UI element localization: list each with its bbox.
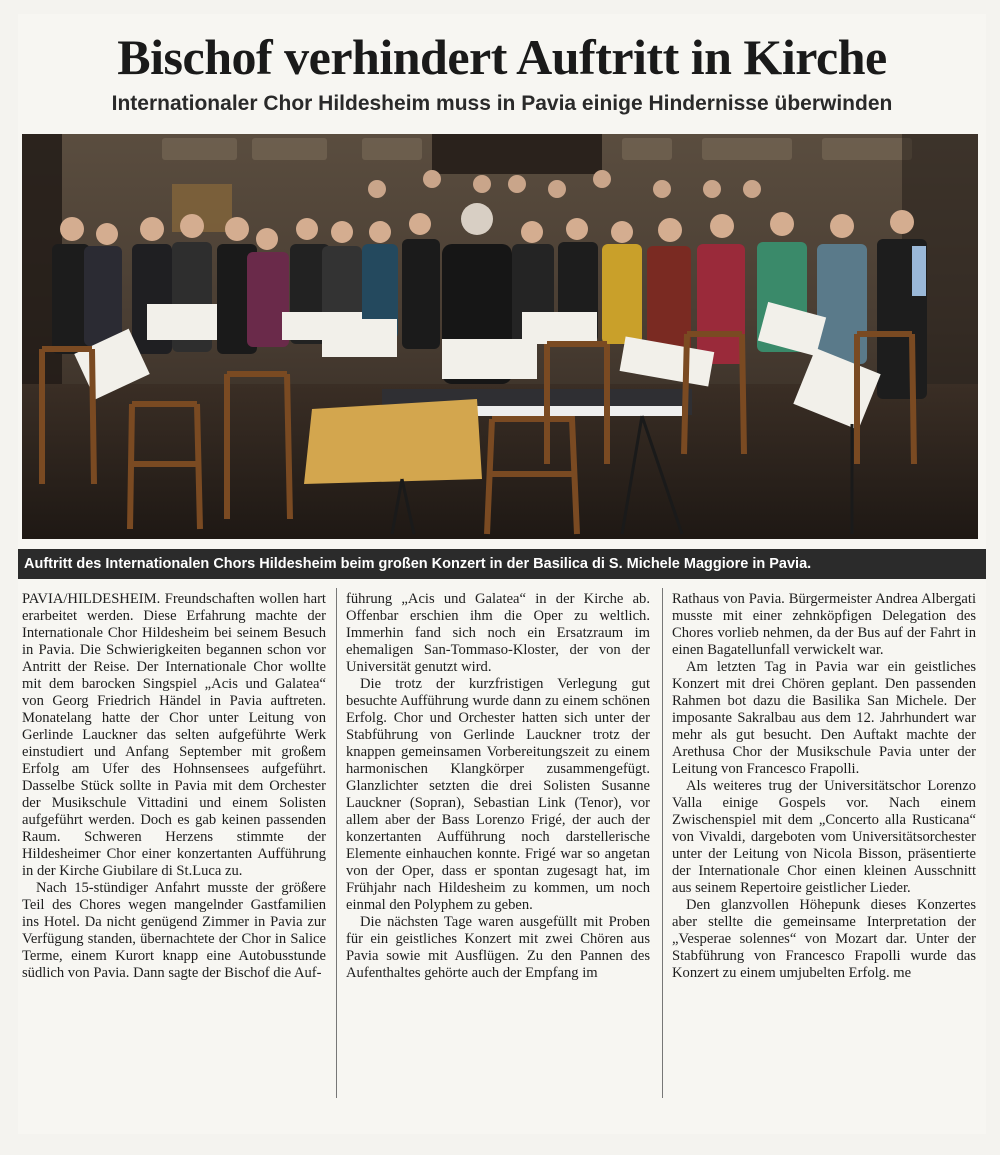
paragraph: Rathaus von Pavia. Bürgermeister Andrea Albergati musste mit einer zehnköpfigen Delegation des Chores vorlieb nehmen, da der Bus auf der Fahrt in einen Bagatellunfall verwickelt war.	[672, 591, 976, 658]
paragraph: PAVIA/HILDESHEIM. Freundschaften wollen hart erarbeitet werden. Diese Erfahrung machte der Internationale Chor Hildesheim bei seinem Besuch in Pavia. Die Schwierigkeiten begannen schon vor Antritt der Reise. Der Internationale Chor wollte mit dem barocken Singspiel „Acis und Galatea“ von Georg Friedrich Händel in Pavia auftreten. Monatelang hatte der Chor unter Leitung von Gerlinde Lauckner das selten aufgeführte Werk einstudiert und Anfang September mit großem Erfolg am Ufer des Hohnsensees aufgeführt. Dasselbe Stück sollte in Pavia mit dem Orchester der Musikschule Vittadini und einem Solisten aufgeführt werden. Doch es gab keinen passenden Raum. Schweren Herzens stimmte der Hildesheimer Chor einer konzertanten Aufführung in der Kirche Giubilare di St.Luca zu.	[22, 591, 326, 879]
column-divider	[336, 588, 337, 1098]
article-column-2	[346, 591, 650, 982]
article-column-3	[672, 591, 976, 982]
paragraph: Am letzten Tag in Pavia war ein geistliches Konzert mit drei Chören geplant. Den passenden Rahmen bot dazu die Basilika San Michele. Der imposante Sakralbau aus dem 12. Jahrhundert war mehr als gut besucht. Den Auftakt machte der Arethusa Chor der Musikschule Pavia unter der Leitung von Francesco Frapolli.	[672, 659, 976, 777]
paragraph: Den glanzvollen Höhepunk dieses Konzertes aber stellte die gemeinsame Interpretation der „Vesperae solennes“ von Mozart dar. Unter der Stabführung von Francesco Frapolli wurde das Konzert zu einem umjubelten Erfolg. me	[672, 897, 976, 981]
paragraph: Die nächsten Tage waren ausgefüllt mit Proben für ein geistliches Konzert mit zwei Chören aus Pavia sowie mit Ausflügen. Zu den Pannen des Aufenthaltes gehörte auch der Empfang im	[346, 914, 650, 981]
paragraph: Die trotz der kurzfristigen Verlegung gut besuchte Aufführung wurde dann zu einem schönen Erfolg. Chor und Orchester hatten sich unter der Stabführung von Gerlinde Lauckner trotz der knappen gemeinsamen Vorbereitungszeit zu einem harmonischen Klangkörper zusammengefügt. Glanzlichter setzten die drei Solisten Susanne Lauckner (Sopran), Sebastian Link (Tenor), vor allem aber der Bass Lorenzo Frigé, der auch der konzertanten Aufführung noch darstellerische Elemente einhauchen konnte. Frigé war so angetan von der Oper, dass er spontan zugesagt hat, im Frühjahr nach Hildesheim zu kommen, um noch einmal den Polyphem zu geben.	[346, 676, 650, 913]
choir-concert-photo	[22, 134, 978, 539]
paragraph: Als weiteres trug der Universitätschor Lorenzo Valla einige Gospels vor. Nach einem Zwischenspiel mit dem „Concerto alla Rusticana“ von Vivaldi, dargeboten vom Universitätsorchester unter der Leitung von Nicola Bisson, präsentierte der Internationale Chor einen kleinen Ausschnitt aus seinem Repertoire geistlicher Lieder.	[672, 778, 976, 896]
article-column-1	[22, 591, 326, 982]
paragraph: Nach 15-stündiger Anfahrt musste der größere Teil des Chores wegen mangelnder Gastfamilien ins Hotel. Da nicht genügend Zimmer in Pavia zur Verfügung standen, übernachtete der Chor in Salice Terme, einem Kurort knapp eine Autobusstunde südlich von Pavia. Dann sagte der Bischof die Auf-	[22, 880, 326, 981]
headline: Bischof verhindert Auftritt in Kirche	[117, 29, 887, 85]
photo-caption: Auftritt des Internationalen Chors Hildesheim beim großen Konzert in der Basilica di S. Michele Maggiore in Pavia.	[18, 549, 986, 579]
photo-illustration	[22, 134, 978, 539]
subheadline: Internationaler Chor Hildesheim muss in Pavia einige Hindernisse überwinden	[111, 92, 893, 115]
newspaper-clipping	[18, 14, 986, 1134]
column-divider	[662, 588, 663, 1098]
paragraph: führung „Acis und Galatea“ in der Kirche ab. Offenbar erschien ihm die Oper zu weltlich. Immerhin fand sich noch ein Ersatzraum im ehemaligen San-Tommaso-Kloster, der von der Universität genutzt wird.	[346, 591, 650, 675]
